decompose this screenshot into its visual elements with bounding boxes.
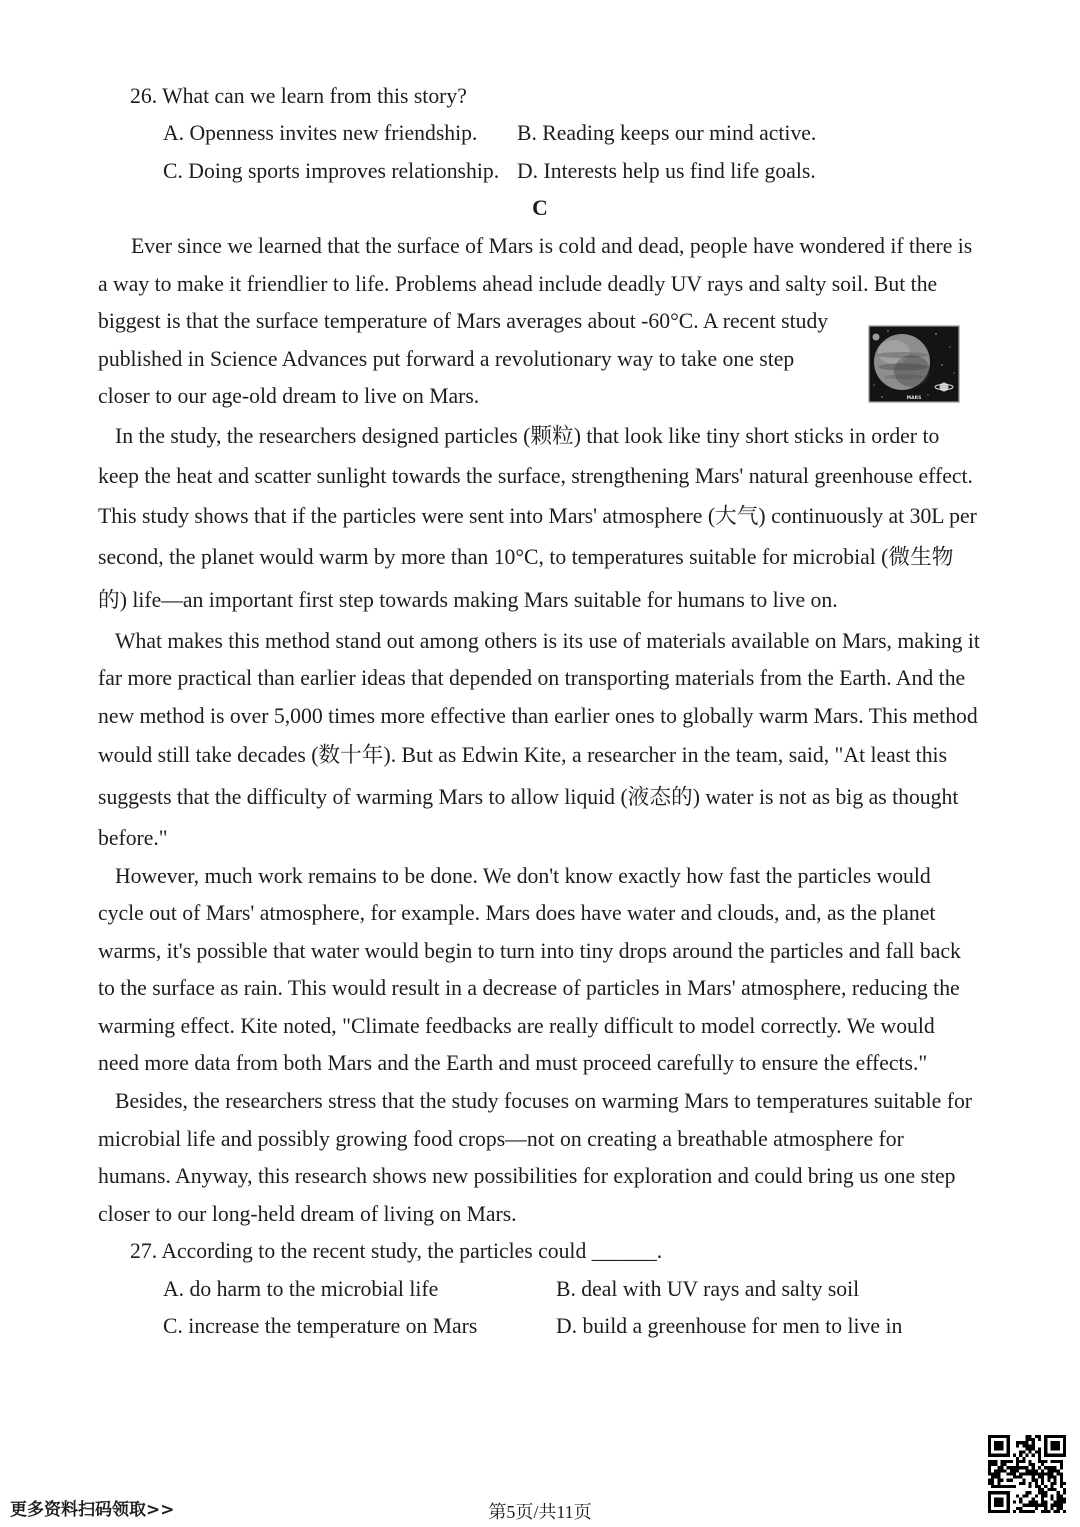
paragraph-3-line-6: before." — [98, 826, 168, 850]
question-27-stem: 27. According to the recent study, the particles could ______. — [130, 1239, 663, 1263]
paragraph-3-line-1: What makes this method stand out among others is its use of materials available on Mars, making it — [115, 629, 980, 653]
star — [874, 385, 875, 386]
paragraph-1-line-1: Ever since we learned that the surface of Mars is cold and dead, people have wondered if there is — [131, 234, 973, 258]
paragraph-5-line-1: Besides, the researchers stress that the study focuses on warming Mars to temperatures suitable for — [115, 1089, 973, 1113]
question-27-option-c: C. increase the temperature on Mars — [163, 1314, 478, 1338]
planet-shadow — [894, 355, 930, 387]
paragraph-4-line-5: warming effect. Kite noted, "Climate feedbacks are really difficult to model correctly. We would — [98, 1014, 935, 1038]
page-indicator: 第5页/共11页 — [488, 1502, 592, 1522]
question-26-option-a: A. Openness invites new friendship. — [163, 121, 478, 145]
paragraph-2-line-2: keep the heat and scatter sunlight towards the surface, strengthening Mars' natural greenhouse effect. — [98, 464, 973, 488]
paragraph-2-line-4: second, the planet would warm by more than 10°C, to temperatures suitable for microbial (微生物 — [98, 545, 954, 569]
paragraph-4-line-2: cycle out of Mars' atmosphere, for example. Mars does have water and clouds, and, as the planet — [98, 901, 936, 925]
footer-promo-text: 更多资料扫码领取>> — [10, 1500, 175, 1520]
star — [928, 395, 929, 396]
paragraph-5-line-3: humans. Anyway, this research shows new possibilities for exploration and could bring us one step — [98, 1164, 956, 1188]
paragraph-2-line-5: 的) life—an important first step towards making Mars suitable for humans to live on. — [98, 588, 838, 612]
paragraph-4-line-6: need more data from both Mars and the Earth and must proceed carefully to ensure the effects." — [98, 1051, 928, 1075]
paragraph-1-line-3: biggest is that the surface temperature of Mars averages about -60°C. A recent study — [98, 309, 829, 333]
ringed-planet-body — [940, 383, 949, 392]
qr-finder-center — [1050, 1441, 1059, 1450]
paragraph-4-line-3: warms, it's possible that water would begin to turn into tiny drops around the particles and fall back — [98, 939, 961, 963]
question-27-option-a: A. do harm to the microbial life — [163, 1277, 439, 1301]
question-26-option-b: B. Reading keeps our mind active. — [517, 121, 817, 145]
question-26-option-c: C. Doing sports improves relationship. — [163, 159, 500, 183]
paragraph-1-line-2: a way to make it friendlier to life. Problems ahead include deadly UV rays and salty soil. But the — [98, 272, 938, 296]
paragraph-2-line-1: In the study, the researchers designed particles (颗粒) that look like tiny short sticks in order to — [115, 424, 940, 448]
star — [941, 364, 942, 365]
paragraph-1-line-5: closer to our age-old dream to live on Mars. — [98, 384, 480, 408]
paragraph-3-line-5: suggests that the difficulty of warming Mars to allow liquid (液态的) water is not as big as thought — [98, 785, 959, 809]
question-27-option-d: D. build a greenhouse for men to live in — [556, 1314, 903, 1338]
paragraph-2-line-3: This study shows that if the particles were sent into Mars' atmosphere (大气) continuously at 30L per — [98, 504, 977, 528]
star — [887, 330, 888, 331]
figure-label: MARS — [906, 396, 922, 401]
star — [954, 373, 955, 374]
paragraph-3-line-4: would still take decades (数十年). But as Edwin Kite, a researcher in the team, said, "At least this — [98, 743, 948, 767]
paragraph-5-line-4: closer to our long-held dream of living on Mars. — [98, 1202, 517, 1226]
paragraph-4-line-4: to the surface as rain. This would result in a decrease of particles in Mars' atmosphere, reducing the — [98, 976, 960, 1000]
paragraph-3-line-2: far more practical than earlier ideas that depended on transporting materials from the Earth. And the — [98, 666, 966, 690]
paragraph-5-line-2: microbial life and possibly growing food crops—not on creating a breathable atmosphere for — [98, 1127, 904, 1151]
passage-heading: C — [532, 196, 548, 220]
question-26-option-d: D. Interests help us find life goals. — [517, 159, 816, 183]
question-27-option-b: B. deal with UV rays and salty soil — [556, 1277, 860, 1301]
qr-finder-top-left — [988, 1435, 1010, 1457]
paragraph-3-line-3: new method is over 5,000 times more effective than earlier ones to globally warm Mars. This method — [98, 704, 978, 728]
paragraph-4-line-1: However, much work remains to be done. We don't know exactly how fast the particles would — [115, 864, 931, 888]
paragraph-1-line-4: published in Science Advances put forward a revolutionary way to take one step — [98, 347, 795, 371]
question-26-stem: 26. What can we learn from this story? — [130, 84, 467, 108]
star — [881, 396, 882, 397]
star — [950, 347, 951, 348]
star — [935, 333, 936, 334]
mars-figure — [868, 325, 960, 403]
qr-finder-center — [994, 1441, 1003, 1450]
moon-icon — [873, 334, 880, 341]
mars-planet — [874, 334, 930, 390]
qr-finder-top-right — [1044, 1435, 1066, 1457]
